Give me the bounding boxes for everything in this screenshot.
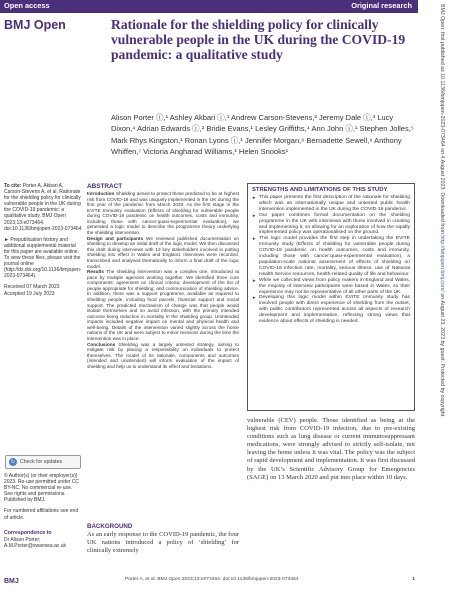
strengths-limitations-box <box>247 183 415 411</box>
correspondence-heading: Correspondence to <box>4 530 52 536</box>
background-text-left: As an early response to the COVID-19 pandemic, the four UK nations introduced a policy of ‘shielding’ for clinically extremely <box>87 531 239 555</box>
background-text-right: vulnerable (CEV) people. Those identified as being at the highest risk from COVID-19 infection, due to pre-existing conditions such as lung disease or current immunosuppressant medications, were strongly advised to strictly self-isolate, not leaving the home unless it was vital. The policy was the subject of rapid development and implementation. It was first discussed by the UK’s Scientific Advisory Group for Emergencies (SAGE) on 13 March 2020 and put into place within 10 days. <box>247 417 415 481</box>
strengths-list <box>252 195 410 325</box>
design-label: Design and participants <box>87 235 144 241</box>
margin-notice <box>420 4 450 588</box>
affiliations-note: For numbered affiliations see end of article. <box>4 508 79 521</box>
strengths-heading: STRENGTHS AND LIMITATIONS OF THIS STUDY <box>252 187 388 193</box>
rights-block <box>4 473 82 521</box>
cite-label: To cite: <box>4 183 22 189</box>
margin-text <box>438 4 446 588</box>
margin-text-before: BMJ Open: first published as 10.1136/bmjopen-2023-073464 on 4 August 2023. Downloaded from <box>439 4 445 236</box>
prepub-note: ► Prepublication history and additional supplemental material for this paper are available online. To view these files, please visit the journal online (http://dx.doi.org/10.1136/bmjopen-2023-073464). <box>4 236 82 280</box>
open-access-label: Open access <box>4 1 50 10</box>
margin-text-after: on August 23, 2023 by guest. Protected by copyright. <box>439 291 445 418</box>
design-text: We reviewed published documentation on shielding to develop an initial draft of the logic model. We then discussed this draft during interviews with 13 key stakeholders involved in putting shielding into effect in Wales and England. Interviews were recorded, transcribed and analysed thematically to inform a final draft of the logic model. <box>87 235 240 269</box>
correspondence-email[interactable]: A.M.Porter@swansea.ac.uk <box>4 543 67 550</box>
abstract-design <box>87 236 239 269</box>
strength-item: ► This paper presents the first description of the rationale for shielding which was an internationally unique and untested public health intervention implemented in the UK during the COVID-19 pandemic. <box>252 195 410 213</box>
strength-item: ► Our paper combines formal documentation on the shielding programme in the UK with interviews with those involved in creating and implementing it, so allowing for an exploration of how the rapidly implemented policy was operationalised on the ground. <box>252 213 410 237</box>
conclusions-label: Conclusions <box>87 341 116 347</box>
conclusions-text: Shielding was a largely untested strategy, aiming to mitigate risk by placing a responsibility on individuals to protect themselves. The model of its rationale, components and outcomes (intended and unintended) will inform evaluation of the impact of shielding and help us to understand its effect and limitations. <box>87 341 239 369</box>
check-for-updates-button[interactable] <box>5 455 81 469</box>
article-title: Rationale for the shielding policy for clinically vulnerable people in the UK during the COVID-19 pandemic: a qualitative study <box>111 17 406 63</box>
correspondence-name: Dr Alison Porter; <box>4 537 41 543</box>
footer-citation: Porter A, et al. BMJ Open 2023;13:e073464. doi:10.1136/bmjopen-2023-073464 <box>125 577 299 582</box>
check-updates-label: Check for updates <box>20 459 63 465</box>
results-text: The shielding intervention was a complex one, introduced at pace by multiple agencies working together. We identified three core components: agreement on clinical criteria; development of the list of people appropriate for shielding; and communication of shielding advice. In addition, there was a support programme, available as required to shielding people, including food parcels, financial support and social support. The predicted mechanism of change was that people would isolate themselves and so avoid infection, with the primary intended outcome being reduction in mortality in the shielding group. Unintended impacts included negative impact on mental and physical health and well-being. Details of the intervention varied slightly across the home nations of the UK and were subject to minor revisions during the time the intervention was in place. <box>87 269 239 342</box>
abstract-heading: ABSTRACT <box>87 183 123 190</box>
abstract-conclusions <box>87 342 239 370</box>
sidebar-info <box>4 183 82 302</box>
results-label: Results <box>87 269 104 275</box>
accepted-date: Accepted 19 July 2023 <box>4 290 55 297</box>
top-banner <box>0 0 418 13</box>
citation-block <box>4 183 82 232</box>
intro-text: Shielding aimed to protect those predicted to be at highest risk from COVID-19 and was uniquely implemented in the UK during the first year of the pandemic from March 2020. As the first stage in the EVITE Immunity evaluation (Effects of shielding for vulnerable people during COVID-19 pandemic on health outcomes, costs and immunity, including those with cancer:quasi-experimental evaluation), we generated a logic model to describe the programme theory underlying the shielding intervention. <box>87 191 239 236</box>
page-number: 1 <box>412 577 415 582</box>
refresh-icon: ↻ <box>10 459 16 465</box>
article-type-label: Original research <box>351 1 412 10</box>
copyright-text: © Author(s) (or their employer(s)) 2023. Re-use permitted under CC BY-NC. No commercial re-use. See rights and permissions. Published by BMJ. <box>4 473 80 504</box>
abstract-introduction <box>87 191 239 236</box>
background-heading: BACKGROUND <box>87 523 133 530</box>
strength-item: ► This logic model provides the first step in undertaking the EVITE Immunity study (Effects of shielding for vulnerable people during COVID-19 pandemic on health outcomes, costs and immunity, including those with cancer:quasi-experimental evaluation), a population-scale national assessment of effects of shielding on COVID-19 infection rate, mortality, serious illness, use of National Health Service resources, health-related quality of life and behaviour. <box>252 236 410 277</box>
bmj-footer-logo: BMJ <box>4 578 19 585</box>
intro-label: Introduction <box>87 191 115 196</box>
strength-item: ► Developing this logic model within EVITE Immunity study has involved people with direct experience of shielding from the outset, with public contributors represented across all aspects of research development and implementation, reflecting strong views that evidence about effects of shielding is needed. <box>252 295 410 325</box>
margin-link[interactable]: http://bmjopen.bmj.com/ <box>439 235 445 292</box>
abstract-body <box>87 191 239 370</box>
journal-logo: BMJ Open <box>4 18 66 32</box>
correspondence-details <box>4 537 82 549</box>
cite-text: Porter A, Akbari A, Carson-Stevens A, et al. Rationale for the shielding policy for clinically vulnerable people in the UK during the COVID-19 pandemic: a qualitative study. BMJ Open 2023;13:e073464. doi:10.1136/bmjopen-2023-073464 <box>4 183 82 232</box>
author-list: Alison Porter ⓘ,¹ Ashley Akbari ⓘ,¹ Andrew Carson-Stevens,² Jeremy Dale ⓘ,³ Lucy Dixon,⁴ Adrian Edwards ⓘ,² Bridie Evans,¹ Lesley Griffiths,⁴ Ann John ⓘ,¹ Stephen Jolles,⁵ Mark Rhys Kingston,¹ Ronan Lyons ⓘ,¹ Jennifer Morgan,⁶ Bernadette Sewell,⁶ Anthony Whiffen,⁷ Victoria Angharad Williams,¹ Helen Snooks¹ <box>111 113 414 157</box>
abstract-results <box>87 269 239 342</box>
strength-item: ► While we collected views from policy makers in England and Wales, the majority of interview participants were based in Wales, so their experience may not be representative of all other parts of the UK. <box>252 278 410 296</box>
received-date: Received 07 March 2023 <box>4 284 60 291</box>
